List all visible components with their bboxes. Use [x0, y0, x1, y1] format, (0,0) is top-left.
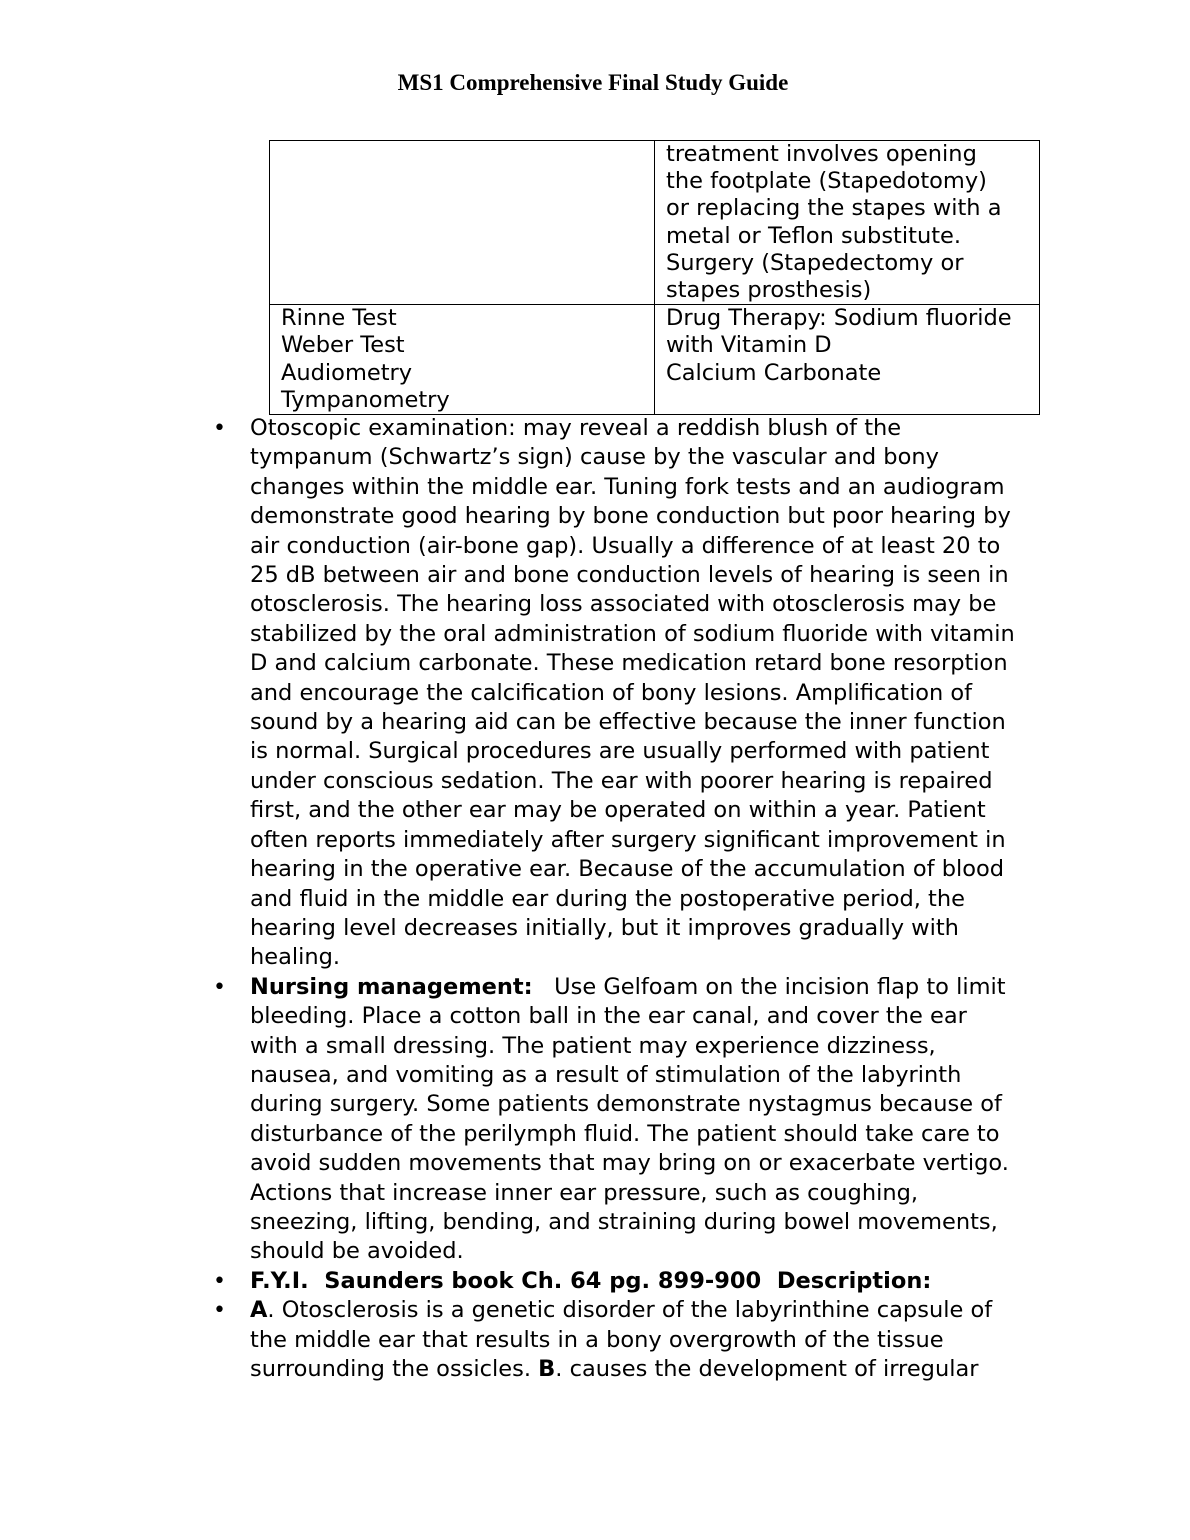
page-header-title: MS1 Comprehensive Final Study Guide — [397, 70, 789, 95]
point-b-label: B — [538, 1356, 556, 1382]
cell-line: or replacing the stapes with a — [666, 195, 1002, 222]
fyi-heading: F.Y.I. Saunders book Ch. 64 pg. 899-900 Description: — [250, 1267, 932, 1294]
bullet-marker: • — [213, 974, 226, 1000]
paragraph-line — [250, 1296, 1040, 1325]
paragraph-line: is normal. Surgical procedures are usually performed with patient — [250, 738, 990, 765]
cell-line: Calcium Carbonate — [666, 359, 882, 386]
bullet-marker: • — [213, 416, 226, 441]
paragraph-line: bleeding. Place a cotton ball in the ear canal, and cover the ear — [250, 1003, 967, 1030]
paragraph-line — [250, 1267, 1040, 1296]
paragraph-line: D and calcium carbonate. These medication retard bone resorption — [250, 650, 1008, 677]
paragraph-line: during surgery. Some patients demonstrate nystagmus because of — [250, 1091, 1002, 1118]
paragraph-line — [250, 1355, 1040, 1384]
paragraph-line: the middle ear that results in a bony overgrowth of the tissue — [250, 1326, 944, 1353]
paragraph-line: disturbance of the perilymph fluid. The patient should take care to — [250, 1120, 1000, 1147]
list-item — [210, 1267, 1040, 1296]
table-cell — [655, 141, 1040, 305]
bullet-marker: • — [213, 1268, 226, 1294]
paragraph-line: 25 dB between air and bone conduction levels of hearing is seen in — [250, 562, 1009, 589]
cell-line: with Vitamin D — [666, 332, 832, 359]
cell-line: treatment involves opening — [666, 141, 977, 167]
cell-line: Rinne Test — [281, 305, 397, 332]
cell-line: Drug Therapy: Sodium fluoride — [666, 305, 1012, 332]
table-row — [270, 141, 1040, 305]
cell-line: Weber Test — [281, 332, 405, 359]
paragraph-line: under conscious sedation. The ear with poorer hearing is repaired — [250, 767, 993, 794]
paragraph-line: sneezing, lifting, bending, and straining during bowel movements, — [250, 1208, 998, 1235]
list-item — [210, 414, 1040, 973]
paragraph-line: hearing in the operative ear. Because of the accumulation of blood — [250, 856, 1005, 883]
table-cell — [655, 305, 1040, 415]
paragraph-line: should be avoided. — [250, 1238, 464, 1265]
paragraph-line: otosclerosis. The hearing loss associated with otosclerosis may be — [250, 591, 997, 618]
paragraph-line: often reports immediately after surgery significant improvement in — [250, 826, 1006, 853]
paragraph-line: air conduction (air-bone gap). Usually a difference of at least 20 to — [250, 532, 1001, 559]
nursing-management-heading: Nursing management: — [250, 973, 533, 1000]
list-item — [210, 973, 1040, 1267]
paragraph-line: demonstrate good hearing by bone conduction but poor hearing by — [250, 503, 1011, 530]
cell-line: Tympanometry — [281, 386, 450, 413]
table-cell — [270, 305, 655, 415]
table-row — [270, 305, 1040, 415]
paragraph-line: with a small dressing. The patient may experience dizziness, — [250, 1032, 936, 1059]
paragraph-line: avoid sudden movements that may bring on or exacerbate vertigo. — [250, 1150, 1009, 1177]
cell-line: Surgery (Stapedectomy or — [666, 249, 964, 276]
paragraph-text: . causes the development of irregular — [555, 1356, 979, 1382]
bullet-list — [210, 414, 1040, 1384]
table-cell — [270, 141, 655, 305]
paragraph-text: Use Gelfoam on the incision flap to limit — [532, 973, 1006, 1000]
paragraph-line: stabilized by the oral administration of sodium fluoride with vitamin — [250, 620, 1015, 647]
paragraph-line: first, and the other ear may be operated on within a year. Patient — [250, 797, 986, 824]
treatment-table — [269, 140, 1040, 415]
cell-line: stapes prosthesis) — [666, 277, 872, 304]
paragraph-line: changes within the middle ear. Tuning fork tests and an audiogram — [250, 473, 1005, 500]
paragraph-text: surrounding the ossicles. — [250, 1356, 539, 1382]
cell-line: the footplate (Stapedotomy) — [666, 168, 987, 195]
paragraph-line: Otoscopic examination: may reveal a reddish blush of the — [250, 415, 902, 441]
bullet-marker: • — [213, 1298, 226, 1324]
paragraph-line: hearing level decreases initially, but it improves gradually with — [250, 914, 959, 941]
paragraph-text: . Otosclerosis is a genetic disorder of the labyrinthine capsule of — [267, 1297, 993, 1324]
paragraph-line: tympanum (Schwartz’s sign) cause by the vascular and bony — [250, 444, 939, 471]
paragraph-line: sound by a hearing aid can be effective because the inner function — [250, 709, 1006, 736]
point-a-label: A — [250, 1297, 268, 1324]
cell-line: metal or Teflon substitute. — [666, 222, 962, 249]
paragraph-line — [250, 973, 1040, 1002]
paragraph-line: Actions that increase inner ear pressure, such as coughing, — [250, 1179, 919, 1206]
paragraph-line: healing. — [250, 944, 341, 971]
cell-line: Audiometry — [281, 359, 413, 386]
paragraph-line: nausea, and vomiting as a result of stimulation of the labyrinth — [250, 1061, 962, 1088]
paragraph-line: and fluid in the middle ear during the postoperative period, the — [250, 885, 965, 912]
paragraph-line: and encourage the calcification of bony lesions. Amplification of — [250, 679, 973, 706]
list-item — [210, 1296, 1040, 1384]
